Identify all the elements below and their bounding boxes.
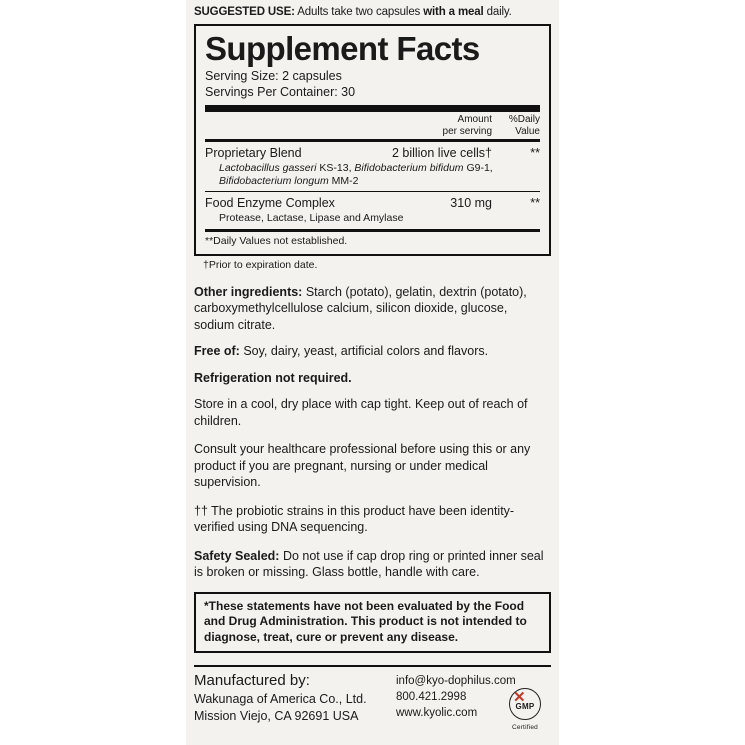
strain-1-code: KS-13,	[316, 162, 355, 174]
refrigeration-text: Refrigeration not required.	[194, 370, 352, 385]
strain-3-genus: Bifidobacterium longum	[219, 174, 329, 187]
label-content-column	[186, 0, 559, 745]
nutrient-dv: **	[530, 196, 540, 210]
suggested-use-text-after: daily.	[483, 6, 512, 18]
suggested-use-line	[194, 0, 551, 19]
free-of-block	[194, 343, 551, 360]
suggested-use-text-before: Adults take two capsules	[294, 6, 424, 18]
free-of-text: Soy, dairy, yeast, artificial colors and flavors.	[239, 344, 489, 358]
gmp-seal-icon	[509, 688, 541, 720]
other-ingredients-label: Other ingredients:	[194, 284, 303, 299]
fda-statement-box	[194, 592, 551, 654]
expiration-footnote: †Prior to expiration date.	[203, 258, 318, 271]
dv-header-line2: Value	[515, 125, 540, 137]
suggested-use-label: SUGGESTED USE:	[194, 6, 295, 18]
nutrient-name: Food Enzyme Complex	[205, 196, 335, 210]
nutrient-amount: 310 mg	[450, 196, 492, 210]
amount-header-line1: Amount	[457, 114, 492, 125]
contact-website[interactable]: www.kyolic.com	[396, 707, 478, 719]
suggested-use-bold: with a meal	[423, 6, 484, 18]
other-ingredients-block	[194, 284, 551, 334]
dv-header-line1: %Daily	[508, 114, 540, 125]
strain-2-code: G9-1,	[463, 162, 493, 174]
nutrient-amount: 2 billion live cells†	[391, 146, 492, 160]
facts-thick-rule	[205, 105, 540, 112]
serving-size: Serving Size: 2 capsules	[205, 69, 342, 83]
safety-sealed-text: Do not use if cap drop ring or printed inner seal is broken or missing. Glass bottle, handle with care.	[194, 548, 544, 579]
manufactured-by-heading: Manufactured by:	[194, 672, 310, 689]
label-left-margin	[0, 0, 186, 745]
nutrient-dv: **	[530, 146, 540, 160]
contact-phone[interactable]: 800.421.2998	[396, 691, 467, 703]
enzyme-subingredients: Protease, Lactase, Lipase and Amylase	[219, 212, 404, 224]
strain-1-genus: Lactobacillus gasseri	[219, 162, 317, 174]
table-row	[205, 142, 540, 161]
gmp-certified-badge	[502, 688, 548, 731]
manufacturer-contact-block	[396, 671, 551, 731]
consult-block: Consult your healthcare professional before using this or any product if you are pregnant, nursing or under medical supervision.	[194, 442, 531, 489]
other-ingredients-text: Starch (potato), gelatin, dextrin (potato), carboxymethylcellulose calcium, silicon dioxide, glucose, sodium citrate.	[194, 284, 527, 332]
free-of-label: Free of:	[194, 344, 240, 358]
nutrient-subingredients	[205, 161, 540, 191]
strain-3-code: MM-2	[328, 174, 359, 187]
gmp-x-mark: ✕	[513, 689, 526, 706]
amount-header-line2: per serving	[442, 125, 492, 137]
safety-sealed-block	[194, 548, 551, 581]
daily-value-note: **Daily Values not established.	[205, 234, 348, 247]
supplement-facts-title: Supplement Facts	[205, 30, 480, 67]
supplement-facts-panel	[194, 24, 551, 256]
table-row	[205, 192, 540, 211]
refrigeration-block	[194, 370, 551, 387]
facts-column-headers	[205, 112, 540, 139]
gmp-certified-text: Certified	[511, 724, 538, 731]
manufacturer-section	[194, 667, 551, 731]
manufacturer-address: Mission Viejo, CA 92691 USA	[194, 708, 359, 723]
nutrient-name: Proprietary Blend	[205, 146, 302, 160]
contact-email[interactable]: info@kyo-dophilus.com	[396, 675, 516, 687]
manufacturer-address-block	[194, 671, 367, 724]
gmp-label: GMP	[515, 702, 535, 711]
safety-sealed-label: Safety Sealed:	[194, 548, 280, 563]
servings-per-container: Servings Per Container: 30	[205, 84, 356, 99]
strain-2-genus: Bifidobacterium bifidum	[354, 162, 464, 174]
label-right-margin	[559, 0, 745, 745]
storage-block: Store in a cool, dry place with cap tight. Keep out of reach of children.	[194, 397, 528, 428]
dna-sequencing-block: †† The probiotic strains in this product have been identity-verified using DNA sequencing.	[194, 503, 515, 534]
manufacturer-company: Wakunaga of America Co., Ltd.	[194, 692, 367, 706]
fda-statement-text: *These statements have not been evaluated by the Food and Drug Administration. This product is not intended to diagnose, treat, cure or prevent any disease.	[204, 598, 527, 644]
